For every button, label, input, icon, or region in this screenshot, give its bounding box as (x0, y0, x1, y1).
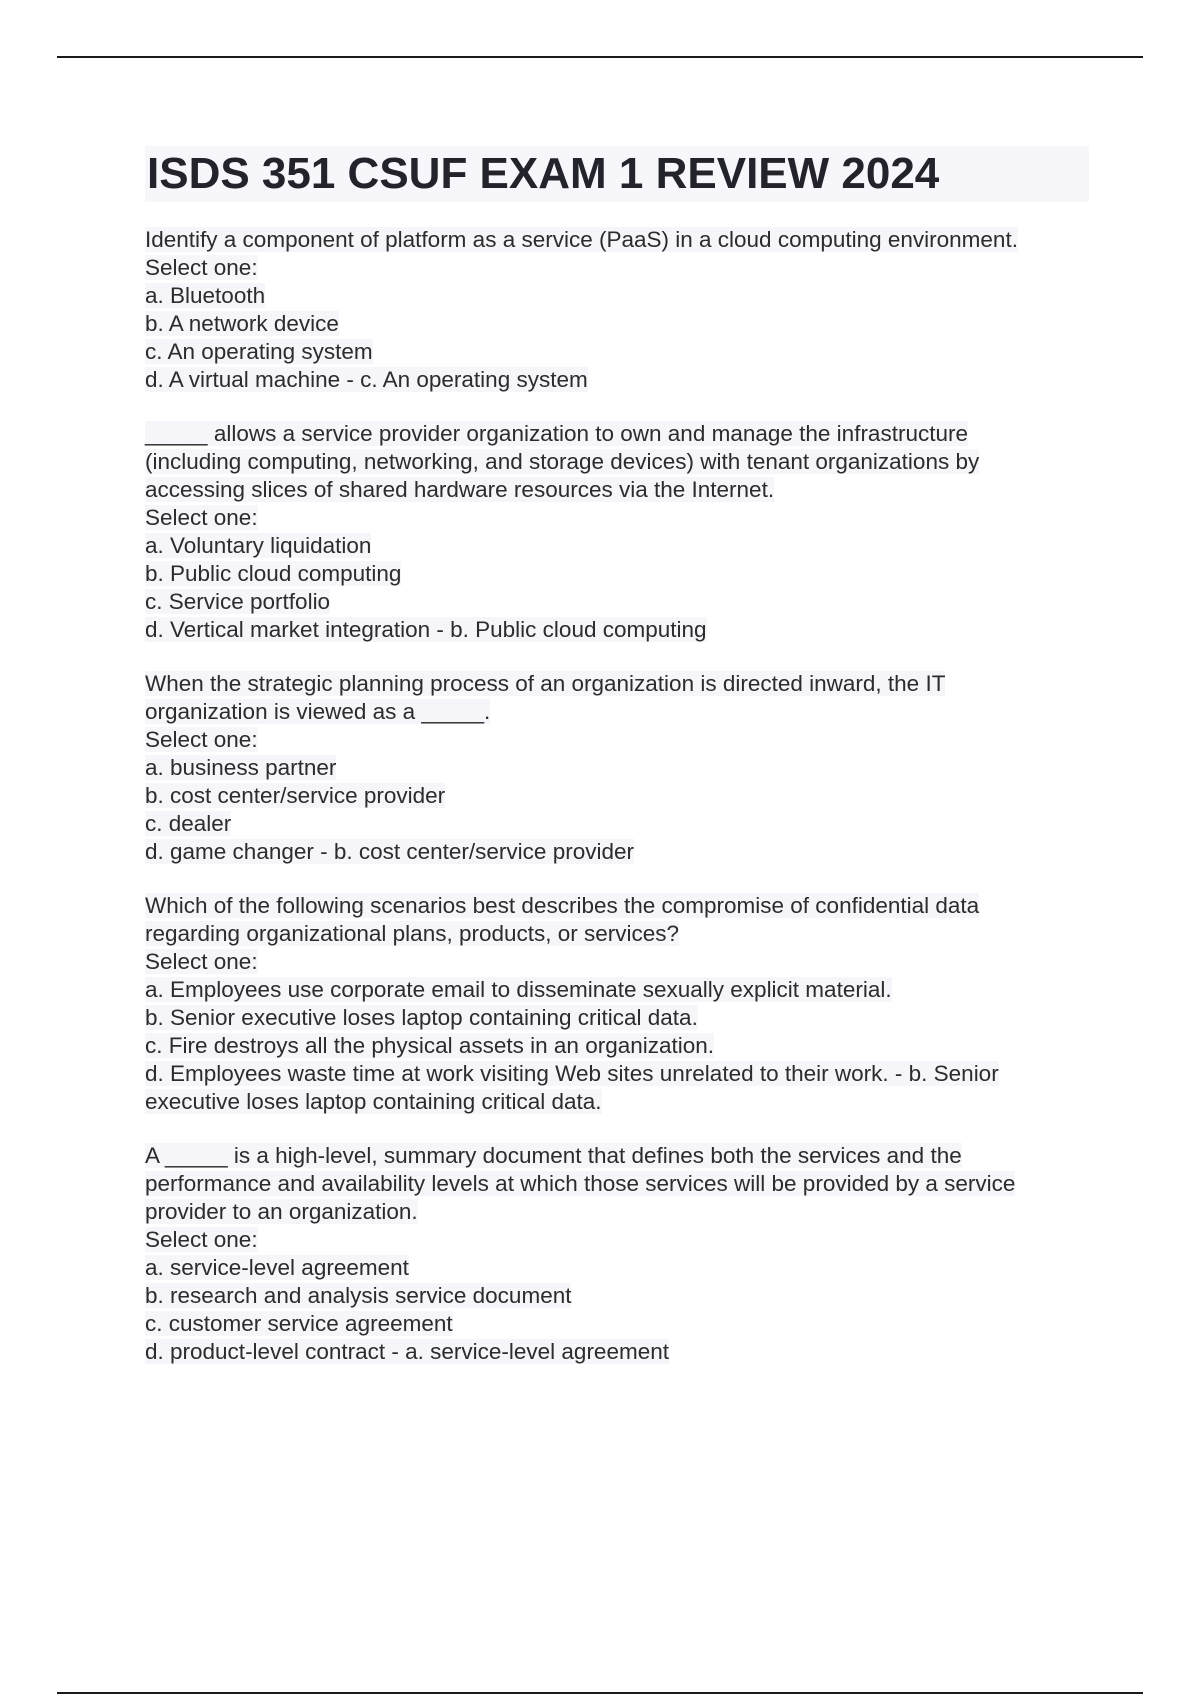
option-line: c. Fire destroys all the physical assets in an organization. (145, 1033, 715, 1058)
question-line: Select one: (145, 727, 258, 752)
option-line: c. An operating system (145, 339, 373, 364)
question-line: performance and availability levels at which those services will be provided by a service (145, 1171, 1016, 1196)
question-line: Identify a component of platform as a service (PaaS) in a cloud computing environment. (145, 227, 1018, 252)
option-answer-line: executive loses laptop containing critical data. (145, 1089, 602, 1114)
option-line: b. cost center/service provider (145, 783, 446, 808)
question-line: _____ allows a service provider organization to own and manage the infrastructure (145, 421, 968, 446)
header-rule (57, 56, 1143, 58)
question-line: organization is viewed as a _____. (145, 699, 491, 724)
option-line: b. Public cloud computing (145, 561, 402, 586)
question-block (145, 670, 1095, 866)
option-answer-line: d. game changer - b. cost center/service provider (145, 839, 634, 864)
footer-rule (57, 1692, 1143, 1694)
option-line: a. Bluetooth (145, 283, 266, 308)
option-line: b. A network device (145, 311, 339, 336)
question-block (145, 892, 1095, 1116)
question-line: Which of the following scenarios best describes the compromise of confidential data (145, 893, 980, 918)
option-answer-line: d. product-level contract - a. service-level agreement (145, 1339, 669, 1364)
document-title: ISDS 351 CSUF EXAM 1 REVIEW 2024 (145, 146, 1089, 202)
question-line: provider to an organization. (145, 1199, 418, 1224)
option-line: c. dealer (145, 811, 232, 836)
option-answer-line: d. Employees waste time at work visiting Web sites unrelated to their work. - b. Senior (145, 1061, 999, 1086)
question-block (145, 420, 1095, 644)
question-line: When the strategic planning process of an organization is directed inward, the IT (145, 671, 946, 696)
option-line: b. research and analysis service document (145, 1283, 572, 1308)
option-line: c. customer service agreement (145, 1311, 453, 1336)
option-line: c. Service portfolio (145, 589, 331, 614)
question-line: accessing slices of shared hardware resources via the Internet. (145, 477, 775, 502)
question-line: (including computing, networking, and storage devices) with tenant organizations by (145, 449, 980, 474)
question-line: Select one: (145, 255, 258, 280)
option-line: a. business partner (145, 755, 337, 780)
option-line: a. Voluntary liquidation (145, 533, 372, 558)
question-line: Select one: (145, 1227, 258, 1252)
question-line: Select one: (145, 505, 258, 530)
question-line: Select one: (145, 949, 258, 974)
question-block (145, 1142, 1095, 1366)
option-line: a. service-level agreement (145, 1255, 409, 1280)
option-line: a. Employees use corporate email to disseminate sexually explicit material. (145, 977, 892, 1002)
option-answer-line: d. A virtual machine - c. An operating system (145, 367, 588, 392)
question-block (145, 226, 1095, 394)
option-answer-line: d. Vertical market integration - b. Public cloud computing (145, 617, 707, 642)
question-line: A _____ is a high-level, summary document that defines both the services and the (145, 1143, 962, 1168)
document-body (145, 146, 1095, 1392)
question-line: regarding organizational plans, products, or services? (145, 921, 680, 946)
option-line: b. Senior executive loses laptop containing critical data. (145, 1005, 698, 1030)
